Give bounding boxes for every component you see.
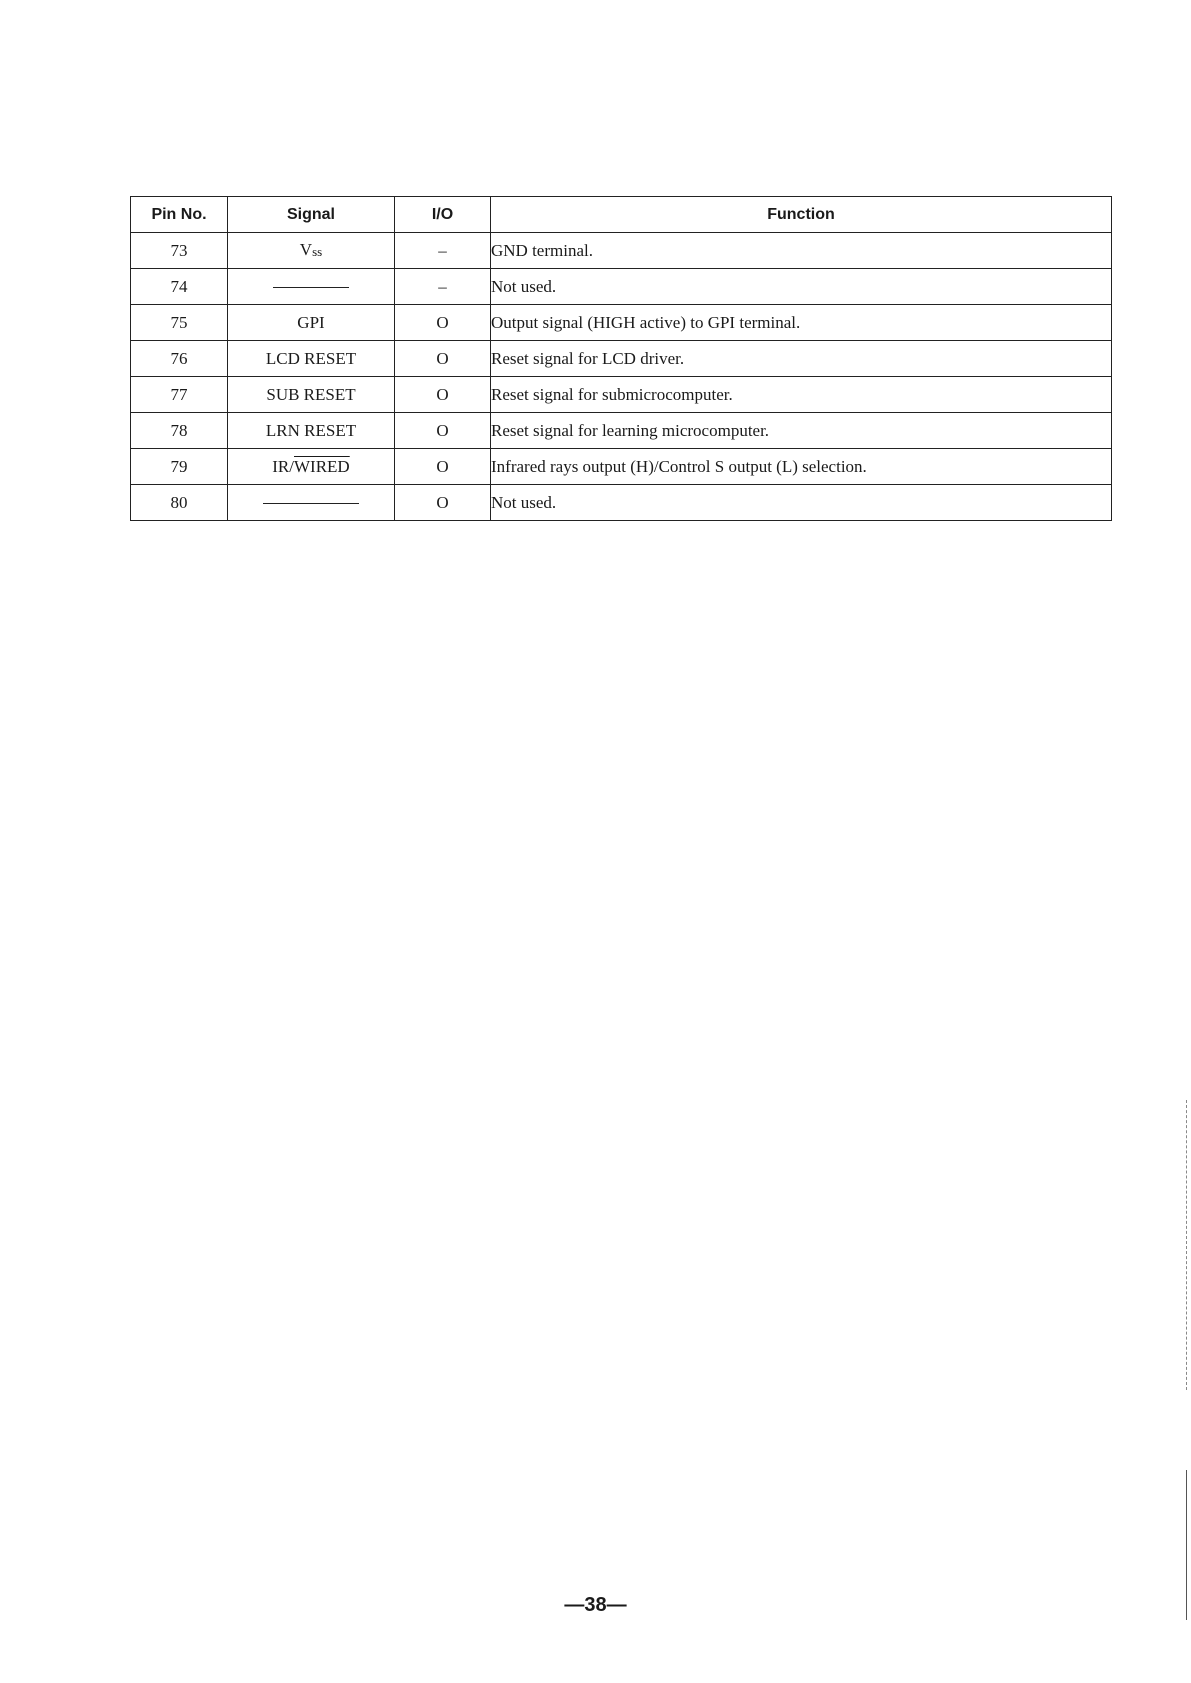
scan-edge-mark — [1186, 1100, 1188, 1390]
function-description: Output signal (HIGH active) to GPI terminal. — [491, 305, 1112, 341]
signal-name: Vss — [228, 233, 395, 269]
header-io: I/O — [395, 197, 491, 233]
header-pin-no: Pin No. — [131, 197, 228, 233]
signal-name — [228, 485, 395, 521]
table-row — [131, 341, 1112, 377]
function-description: Reset signal for submicrocomputer. — [491, 377, 1112, 413]
signal-name-prefix: IR/ — [272, 456, 294, 476]
table-row — [131, 269, 1112, 305]
header-signal: Signal — [228, 197, 395, 233]
io-direction: O — [395, 305, 491, 341]
table-row — [131, 413, 1112, 449]
table-row — [131, 377, 1112, 413]
signal-name-overlined: WIRED — [294, 456, 350, 476]
pin-number: 78 — [131, 413, 228, 449]
pin-function-table — [130, 196, 1112, 521]
signal-dash — [263, 503, 359, 504]
pin-number: 77 — [131, 377, 228, 413]
pin-number: 75 — [131, 305, 228, 341]
header-function: Function — [491, 197, 1112, 233]
io-direction: O — [395, 449, 491, 485]
page-number: —38— — [564, 1594, 627, 1616]
table-row — [131, 233, 1112, 269]
signal-name: SUB RESET — [228, 377, 395, 413]
function-description: Not used. — [491, 269, 1112, 305]
pin-number: 76 — [131, 341, 228, 377]
pin-number: 79 — [131, 449, 228, 485]
io-direction: – — [395, 269, 491, 305]
function-description: GND terminal. — [491, 233, 1112, 269]
function-description: Not used. — [491, 485, 1112, 521]
function-description: Infrared rays output (H)/Control S output (L) selection. — [491, 449, 1112, 485]
signal-name — [228, 269, 395, 305]
table-row — [131, 485, 1112, 521]
signal-subscript: ss — [312, 243, 323, 259]
signal-name: LCD RESET — [228, 341, 395, 377]
function-description: Reset signal for LCD driver. — [491, 341, 1112, 377]
pin-number: 74 — [131, 269, 228, 305]
table-row — [131, 449, 1112, 485]
signal-name — [228, 449, 395, 485]
io-direction: O — [395, 377, 491, 413]
table-header-row — [131, 197, 1112, 233]
scan-edge-mark — [1186, 1470, 1188, 1620]
io-direction: O — [395, 485, 491, 521]
signal-dash — [273, 287, 349, 288]
pin-number: 80 — [131, 485, 228, 521]
io-direction: O — [395, 341, 491, 377]
signal-name: LRN RESET — [228, 413, 395, 449]
io-direction: – — [395, 233, 491, 269]
function-description: Reset signal for learning microcomputer. — [491, 413, 1112, 449]
pin-number: 73 — [131, 233, 228, 269]
io-direction: O — [395, 413, 491, 449]
table-row — [131, 305, 1112, 341]
signal-name: GPI — [228, 305, 395, 341]
